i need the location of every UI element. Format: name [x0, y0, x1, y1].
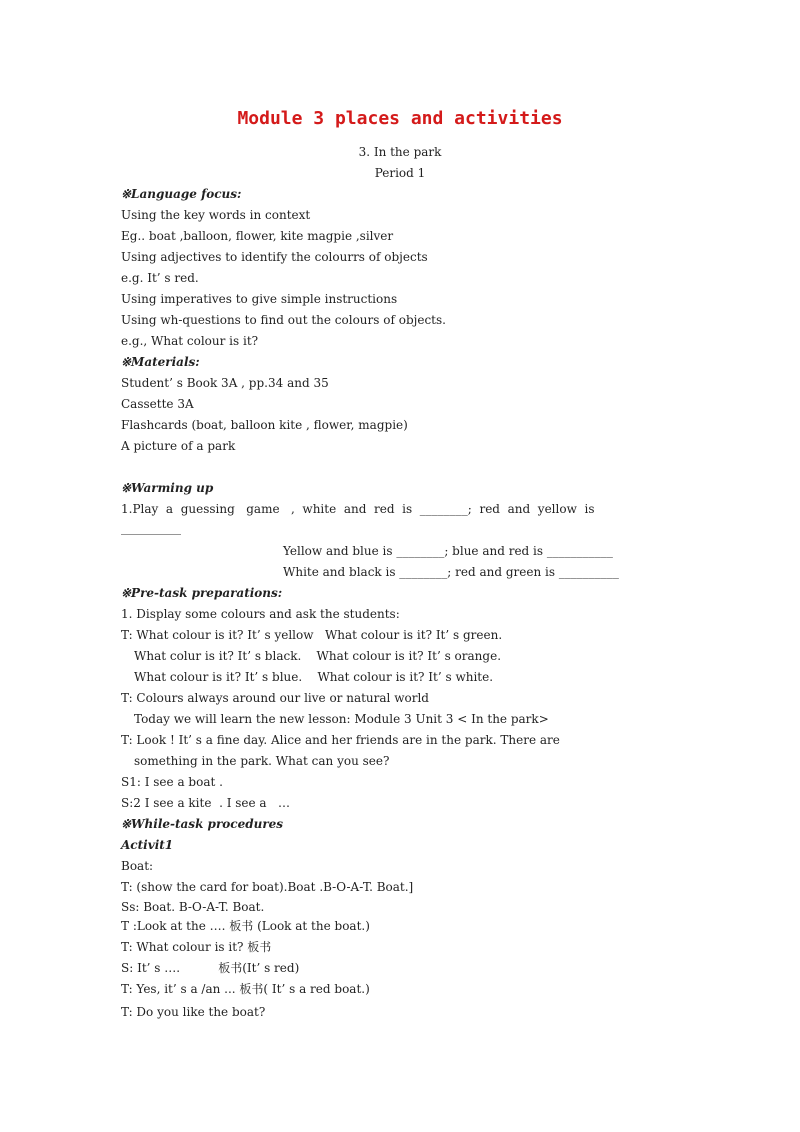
text-line: T: Colours always around our live or natural world	[121, 691, 429, 705]
text-line: S: It’ s …. 板书(It’ s red)	[121, 961, 300, 975]
text-line: Today we will learn the new lesson: Module 3 Unit 3 < In the park>	[134, 712, 549, 726]
text-line: 1. Display some colours and ask the students:	[121, 607, 400, 621]
text-line: S1: I see a boat .	[121, 775, 223, 789]
text-line: A picture of a park	[121, 439, 236, 453]
text-line: Eg.. boat ,balloon, flower, kite magpie ,silver	[121, 229, 394, 243]
text-line: T: What colour is it? 板书	[121, 940, 272, 954]
text-line: Using imperatives to give simple instructions	[121, 292, 398, 306]
text-line: S:2 I see a kite . I see a …	[121, 796, 291, 810]
section-heading-while-task: ※While-task procedures	[121, 817, 284, 831]
activity-heading: Activit1	[121, 838, 174, 852]
text-line: e.g., What colour is it?	[121, 334, 259, 348]
text-line: T :Look at the …. 板书 (Look at the boat.)	[121, 919, 370, 933]
text-line: Student’ s Book 3A , pp.34 and 35	[121, 376, 329, 390]
text-line: Ss: Boat. B-O-A-T. Boat.	[121, 900, 265, 914]
text-line: Using the key words in context	[121, 208, 311, 222]
text-line: Flashcards (boat, balloon kite , flower, magpie)	[121, 418, 408, 432]
text-line: T: (show the card for boat).Boat .B-O-A-T. Boat.]	[121, 880, 414, 894]
text-line: White and black is ________; red and green is __________	[283, 565, 619, 579]
text-line: e.g. It’ s red.	[121, 271, 199, 285]
section-heading-pre-task: ※Pre-task preparations:	[121, 586, 283, 600]
text-line: T: Yes, it’ s a /an ... 板书( It’ s a red boat.)	[121, 982, 370, 996]
text-line: Using adjectives to identify the colourrs of objects	[121, 250, 428, 264]
text-line: __________	[121, 521, 181, 535]
text-line: What colour is it? It’ s blue. What colour is it? It’ s white.	[134, 670, 494, 684]
section-heading-language-focus: ※Language focus:	[121, 187, 242, 201]
text-line: Yellow and blue is ________; blue and red is ___________	[283, 544, 613, 558]
text-line: Boat:	[121, 859, 154, 873]
text-line: T: Do you like the boat?	[121, 1005, 266, 1019]
section-heading-warming-up: ※Warming up	[121, 481, 214, 495]
text-line: T: Look ! It’ s a fine day. Alice and her friends are in the park. There are	[121, 733, 560, 747]
text-line: What colur is it? It’ s black. What colour is it? It’ s orange.	[134, 649, 502, 663]
section-heading-materials: ※Materials:	[121, 355, 200, 369]
subtitle: 3. In the park	[358, 145, 442, 159]
text-line: 1.Play a guessing game , white and red is ________; red and yellow is	[121, 502, 595, 516]
text-line: Cassette 3A	[121, 397, 194, 411]
text-line: T: What colour is it? It’ s yellow What colour is it? It’ s green.	[121, 628, 503, 642]
text-line: something in the park. What can you see?	[134, 754, 390, 768]
document-title: Module 3 places and activities	[237, 108, 563, 129]
text-line: Using wh-questions to find out the colours of objects.	[121, 313, 446, 327]
period: Period 1	[374, 166, 426, 180]
